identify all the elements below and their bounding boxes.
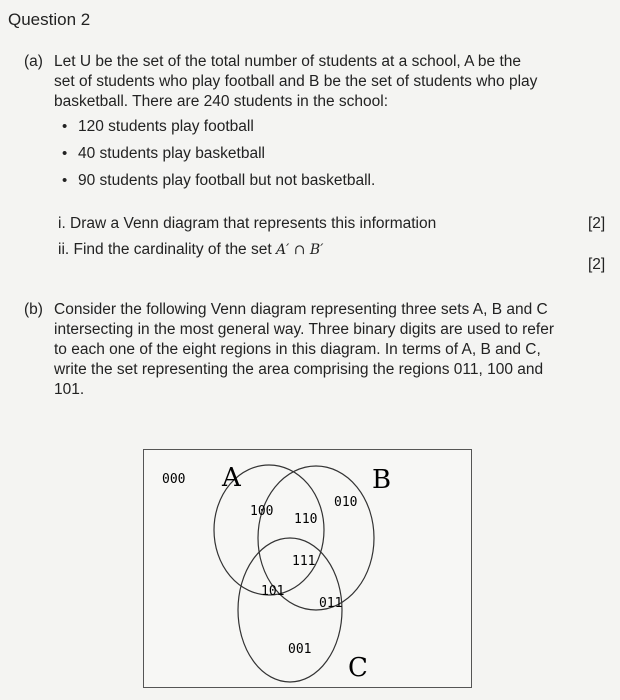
part-b-label: (b) — [24, 301, 43, 318]
bullet-list — [62, 118, 375, 199]
set-a-label: A — [222, 463, 241, 493]
part-a-line-3: basketball. There are 240 students in the school: — [54, 93, 389, 110]
region-label: 011 — [319, 596, 343, 611]
bullet-text: 90 students play football but not basketball. — [78, 172, 376, 189]
venn-diagram — [143, 449, 472, 688]
part-b-line-1: Consider the following Venn diagram representing three sets A, B and C — [54, 301, 548, 318]
set-b-label: B — [372, 465, 392, 495]
region-label: 111 — [292, 554, 316, 569]
set-c-label: C — [348, 653, 368, 683]
region-label: 010 — [334, 495, 358, 510]
sub-question-ii — [58, 241, 323, 259]
question-title: Question 2 — [8, 10, 91, 29]
part-a-label: (a) — [24, 53, 43, 70]
region-label: 100 — [250, 504, 274, 519]
part-a-line-1: Let U be the set of the total number of students at a school, A be the — [54, 53, 522, 70]
bullet-dot-icon: • — [62, 172, 68, 189]
sub-question-ii-text: ii. Find the cardinality of the set — [58, 241, 272, 258]
marks-i: [2] — [588, 215, 606, 232]
bullet-dot-icon: • — [62, 145, 68, 162]
list-item — [62, 172, 375, 199]
part-a-line-2: set of students who play football and B be the set of students who play — [54, 73, 538, 90]
part-b-line-2: intersecting in the most general way. Three binary digits are used to refer — [54, 321, 554, 338]
list-item — [62, 118, 375, 145]
part-b-line-4: write the set representing the area comprising the regions 011, 100 and — [54, 361, 544, 378]
set-expression: A′ ∩ B′ — [275, 242, 324, 258]
region-label: 101 — [261, 584, 285, 599]
region-label: 001 — [288, 642, 312, 657]
venn-svg — [144, 450, 471, 687]
region-label: 110 — [294, 512, 318, 527]
list-item — [62, 145, 375, 172]
sub-question-i: i. Draw a Venn diagram that represents this information — [58, 215, 437, 232]
marks-ii: [2] — [588, 256, 606, 273]
bullet-text: 120 students play football — [78, 118, 254, 135]
bullet-dot-icon: • — [62, 118, 68, 135]
bullet-text: 40 students play basketball — [78, 145, 265, 162]
part-b-line-5: 101. — [54, 381, 85, 398]
part-b-line-3: to each one of the eight regions in this diagram. In terms of A, B and C, — [54, 341, 541, 358]
region-label: 000 — [162, 472, 186, 487]
